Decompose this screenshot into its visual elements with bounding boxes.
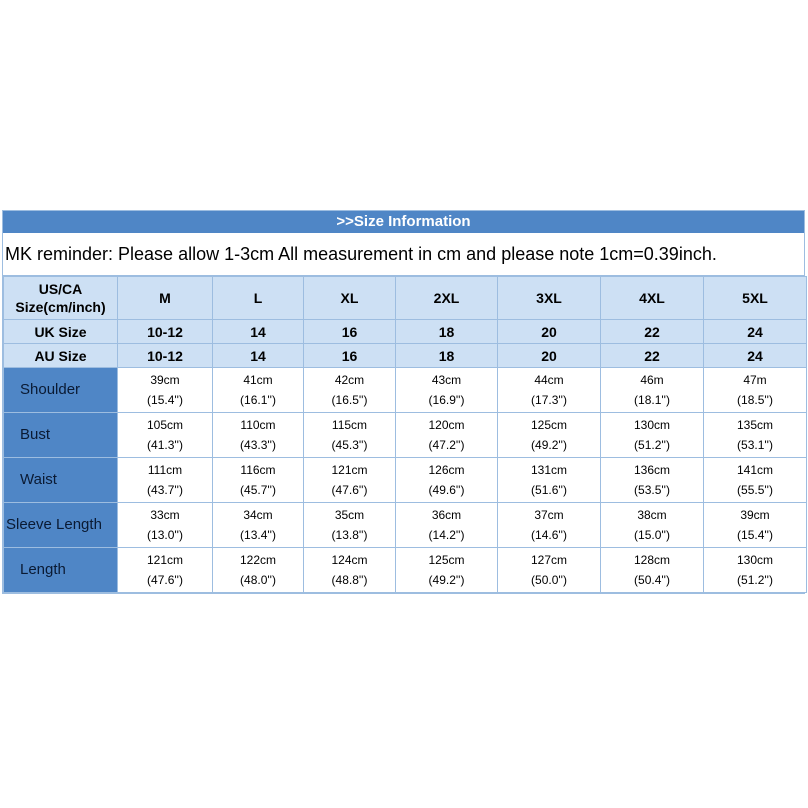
measurement-cell — [601, 413, 704, 458]
measurement-label — [4, 458, 118, 503]
au-size-row — [4, 344, 807, 368]
measurement-cell — [498, 368, 601, 413]
measurement-label-text: Length — [20, 561, 66, 578]
measurement-cell — [704, 368, 807, 413]
measurement-cell — [304, 548, 396, 593]
measurement-cm: 42cm — [334, 373, 365, 387]
measurement-cell — [498, 548, 601, 593]
measurement-inch: (53.1'') — [737, 438, 773, 452]
measurement-cell — [601, 458, 704, 503]
measurement-cell — [304, 413, 396, 458]
measurement-label-text: Shoulder — [20, 381, 81, 398]
uk-size-cell: 22 — [601, 320, 704, 344]
measurement-inch: (50.0'') — [531, 573, 567, 587]
size-header-cell: 2XL — [396, 277, 498, 320]
uk-size-cell: 14 — [213, 320, 304, 344]
measurement-label-text: Waist — [20, 471, 57, 488]
measurement-inch: (15.0'') — [634, 528, 670, 542]
measurement-inch: (53.5'') — [634, 483, 670, 497]
measurement-inch: (50.4'') — [634, 573, 670, 587]
measurement-cm: 136cm — [633, 463, 671, 477]
measurement-inch: (16.1'') — [240, 393, 276, 407]
measurement-cm: 130cm — [633, 418, 671, 432]
measurement-cm: 34cm — [243, 508, 273, 522]
measurement-inch: (45.7'') — [240, 483, 276, 497]
uk-size-cell: 16 — [304, 320, 396, 344]
au-size-cell: 14 — [213, 344, 304, 368]
measurement-inch: (49.2'') — [428, 573, 465, 587]
size-header-cell: 3XL — [498, 277, 601, 320]
measurement-cm: 131cm — [530, 463, 568, 477]
measurement-cell — [213, 368, 304, 413]
measurement-cm: 121cm — [146, 553, 184, 567]
measurement-cm: 41cm — [243, 373, 273, 387]
measurement-cm: 128cm — [633, 553, 671, 567]
measurement-cm: 35cm — [334, 508, 365, 522]
measurement-inch: (41.3'') — [147, 438, 183, 452]
measurement-inch: (47.6'') — [147, 573, 183, 587]
measurement-inch: (48.0'') — [240, 573, 276, 587]
measurement-cm: 120cm — [428, 418, 465, 432]
measurement-row — [4, 503, 807, 548]
measurement-cell — [704, 458, 807, 503]
measurement-label — [4, 413, 118, 458]
measurement-cell — [704, 548, 807, 593]
measurement-cell — [118, 503, 213, 548]
measurement-inch: (51.2'') — [634, 438, 670, 452]
measurement-cell — [213, 548, 304, 593]
measurement-inch: (13.4'') — [240, 528, 276, 542]
measurement-inch: (17.3'') — [531, 393, 567, 407]
measurement-cm: 116cm — [240, 463, 276, 477]
measurement-inch: (18.5'') — [737, 393, 773, 407]
size-header-cell: 5XL — [704, 277, 807, 320]
us-size-label — [4, 277, 118, 320]
uk-size-row — [4, 320, 807, 344]
measurement-cell — [396, 458, 498, 503]
measurement-cell — [304, 503, 396, 548]
measurement-cm: 39cm — [150, 373, 180, 387]
measurement-cm: 46m — [640, 373, 664, 387]
measurement-cell — [396, 368, 498, 413]
measurement-cm: 44cm — [534, 373, 564, 387]
measurement-inch: (55.5'') — [737, 483, 773, 497]
measurement-cell — [396, 503, 498, 548]
measurement-cell — [601, 368, 704, 413]
measurement-inch: (18.1'') — [634, 393, 670, 407]
au-size-cell: 10-12 — [118, 344, 213, 368]
measurement-inch: (13.8'') — [331, 528, 368, 542]
measurement-cell — [118, 368, 213, 413]
au-size-cell: 22 — [601, 344, 704, 368]
reminder-text: MK reminder: Please allow 1-3cm All measurement in cm and please note 1cm=0.39inch. — [3, 233, 804, 276]
measurement-inch: (49.6'') — [428, 483, 465, 497]
measurement-label-text: Sleeve Length — [6, 516, 102, 533]
measurement-inch: (47.6'') — [331, 483, 368, 497]
size-header-cell: 4XL — [601, 277, 704, 320]
measurement-cm: 141cm — [736, 463, 774, 477]
measurement-cell — [213, 413, 304, 458]
measurement-cell — [498, 458, 601, 503]
measurement-cm: 124cm — [331, 553, 368, 567]
measurement-cell — [704, 503, 807, 548]
measurement-cm: 110cm — [240, 418, 276, 432]
au-size-cell: 16 — [304, 344, 396, 368]
measurement-cell — [304, 458, 396, 503]
measurement-row — [4, 368, 807, 413]
measurement-cm: 122cm — [239, 553, 277, 567]
measurement-cm: 126cm — [428, 463, 465, 477]
measurement-cm: 127cm — [530, 553, 568, 567]
measurement-cell — [118, 413, 213, 458]
measurement-cm: 121cm — [331, 463, 368, 477]
measurement-inch: (13.0'') — [147, 528, 183, 542]
measurement-inch: (43.7'') — [147, 483, 183, 497]
measurement-cell — [704, 413, 807, 458]
uk-size-label: UK Size — [4, 320, 118, 344]
measurement-row — [4, 548, 807, 593]
measurement-inch: (49.2'') — [531, 438, 567, 452]
uk-size-cell: 24 — [704, 320, 807, 344]
size-chart — [2, 210, 805, 594]
measurement-inch: (47.2'') — [428, 438, 465, 452]
measurement-cm: 125cm — [530, 418, 568, 432]
measurement-inch: (16.5'') — [331, 393, 368, 407]
measurement-inch: (15.4'') — [147, 393, 183, 407]
measurement-cm: 47m — [743, 373, 767, 387]
measurement-cm: 37cm — [534, 508, 564, 522]
size-header-cell: L — [213, 277, 304, 320]
uk-size-cell: 10-12 — [118, 320, 213, 344]
measurement-cm: 38cm — [637, 508, 667, 522]
us-size-label-line1: US/CA — [38, 281, 83, 297]
measurement-cell — [396, 548, 498, 593]
measurement-cm: 36cm — [431, 508, 462, 522]
us-size-label-line2: Size(cm/inch) — [15, 299, 106, 315]
measurement-cm: 115cm — [331, 418, 368, 432]
size-chart-title: >>Size Information — [3, 211, 804, 233]
measurement-row — [4, 458, 807, 503]
measurement-cell — [213, 458, 304, 503]
measurement-cell — [601, 548, 704, 593]
measurement-cell — [118, 458, 213, 503]
uk-size-cell: 20 — [498, 320, 601, 344]
measurement-cell — [118, 548, 213, 593]
measurement-cell — [396, 413, 498, 458]
measurement-cell — [304, 368, 396, 413]
measurement-cm: 130cm — [736, 553, 774, 567]
measurement-cm: 111cm — [147, 463, 183, 477]
measurement-cm: 33cm — [150, 508, 180, 522]
measurement-row — [4, 413, 807, 458]
measurement-inch: (48.8'') — [331, 573, 368, 587]
au-size-cell: 20 — [498, 344, 601, 368]
measurement-cell — [498, 413, 601, 458]
measurement-inch: (43.3'') — [240, 438, 276, 452]
measurement-cm: 125cm — [428, 553, 465, 567]
measurement-label — [4, 548, 118, 593]
size-header-cell: XL — [304, 277, 396, 320]
measurement-inch: (16.9'') — [428, 393, 465, 407]
measurement-cell — [498, 503, 601, 548]
measurement-inch: (15.4'') — [737, 528, 773, 542]
au-size-cell: 24 — [704, 344, 807, 368]
measurement-cm: 105cm — [146, 418, 184, 432]
measurement-label-text: Bust — [20, 426, 51, 443]
au-size-cell: 18 — [396, 344, 498, 368]
measurement-cm: 39cm — [740, 508, 770, 522]
measurement-inch: (14.6'') — [531, 528, 567, 542]
measurement-cell — [213, 503, 304, 548]
size-table — [3, 276, 807, 593]
measurement-inch: (51.6'') — [531, 483, 567, 497]
au-size-label: AU Size — [4, 344, 118, 368]
size-header-cell: M — [118, 277, 213, 320]
measurement-cm: 43cm — [431, 373, 462, 387]
measurement-inch: (14.2'') — [428, 528, 465, 542]
us-size-row — [4, 277, 807, 320]
measurement-cell — [601, 503, 704, 548]
uk-size-cell: 18 — [396, 320, 498, 344]
measurement-inch: (51.2'') — [737, 573, 773, 587]
measurement-cm: 135cm — [736, 418, 774, 432]
measurement-label — [4, 368, 118, 413]
measurement-inch: (45.3'') — [331, 438, 368, 452]
measurement-label — [4, 503, 118, 548]
